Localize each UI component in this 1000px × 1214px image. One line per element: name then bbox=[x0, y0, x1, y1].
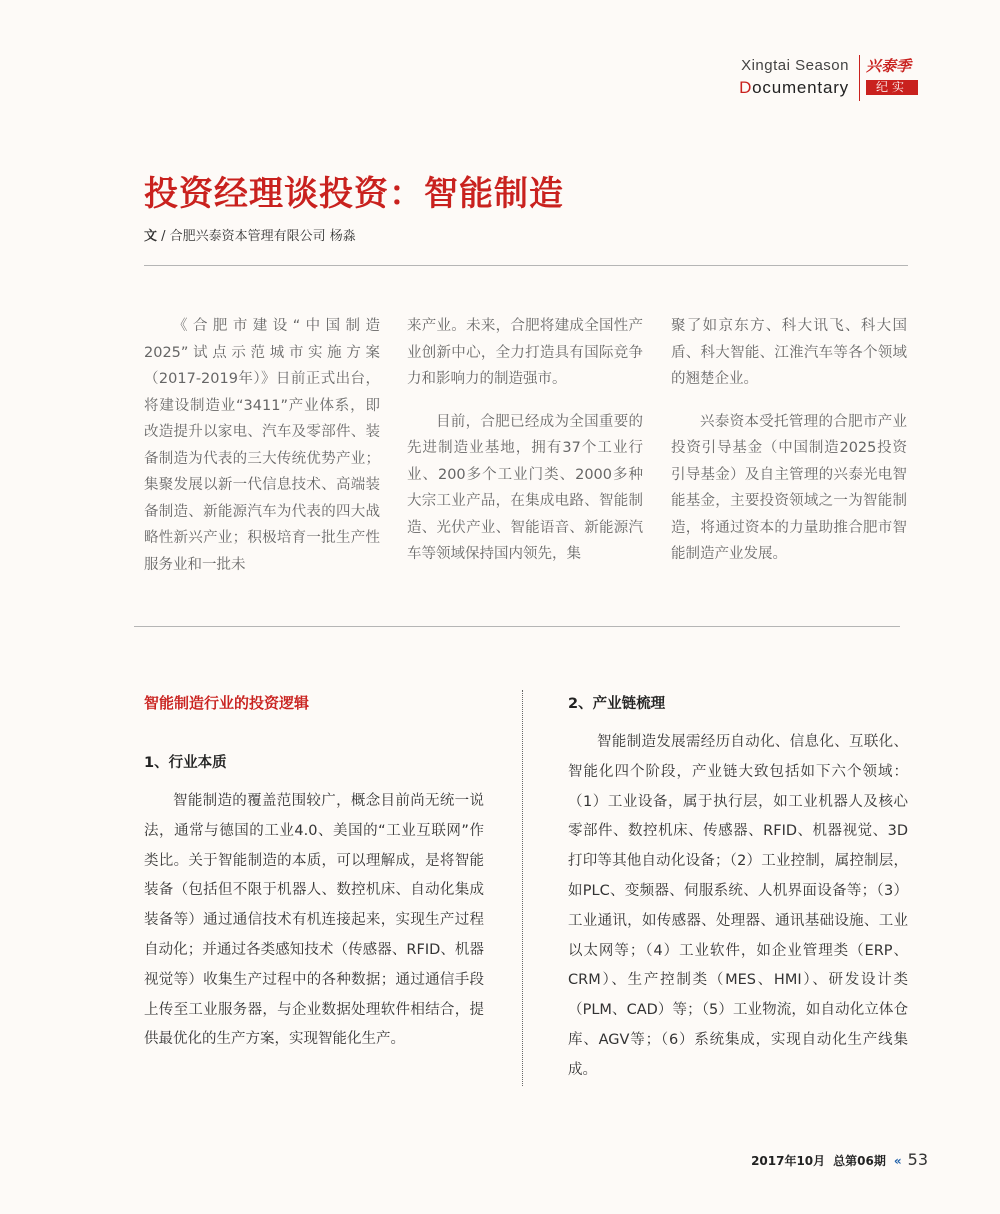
section-heading: 智能制造行业的投资逻辑 bbox=[144, 694, 310, 712]
footer-issue: 总第06期 bbox=[833, 1154, 886, 1168]
intro-paragraph: 目前，合肥已经成为全国重要的先进制造业基地，拥有37个工业行业、200多个工业门类、2000多种大宗工业产品，在集成电路、智能制造、光伏产业、智能语音、新能源汽车等领域保持国内领先，集 bbox=[407, 413, 643, 562]
footer-date: 2017年10月 bbox=[751, 1154, 826, 1168]
header-brand bbox=[739, 55, 918, 101]
intro-column-2 bbox=[407, 313, 643, 568]
brand-doc-initial: D bbox=[739, 78, 753, 97]
brand-cn-section: 纪实 bbox=[866, 80, 918, 95]
article-title: 投资经理谈投资：智能制造 bbox=[144, 174, 564, 214]
page-number: 53 bbox=[907, 1150, 928, 1169]
intro-paragraph: 来产业。未来，合肥将建成全国性产业创新中心，全力打造具有国际竞争力和影响力的制造强市。 bbox=[407, 318, 643, 387]
byline-prefix: 文 bbox=[144, 229, 158, 244]
byline bbox=[144, 225, 356, 244]
double-chevron-left-icon: « bbox=[893, 1154, 902, 1168]
brand-chinese bbox=[860, 55, 918, 95]
byline-author: / 合肥兴泰资本管理有限公司 杨淼 bbox=[157, 229, 356, 244]
subheading-industry-nature: 1、行业本质 bbox=[144, 755, 227, 771]
body-paragraph: 智能制造的覆盖范围较广，概念目前尚无统一说法，通常与德国的工业4.0、美国的“工业互联网”作类比。关于智能制造的本质，可以理解成，是将智能装备（包括但不限于机器人、数控机床、自动化集成装备等）通过通信技术有机连接起来，实现生产过程自动化；并通过各类感知技术（传感器、RFID、机器视觉等）收集生产过程中的各种数据；通过通信手段上传至工业服务器，与企业数据处理软件相结合，提供最优化的生产方案，实现智能化生产。 bbox=[144, 793, 484, 1048]
divider-middle bbox=[134, 626, 900, 627]
brand-cn-logo: 兴泰季 bbox=[865, 57, 911, 75]
subheading-industry-chain: 2、产业链梳理 bbox=[568, 696, 666, 712]
body-column-right bbox=[568, 728, 908, 1086]
brand-text bbox=[739, 55, 860, 101]
body-paragraph: 智能制造发展需经历自动化、信息化、互联化、智能化四个阶段，产业链大致包括如下六个领域：（1）工业设备，属于执行层，如工业机器人及核心零部件、数控机床、传感器、RFID、机器视觉、3D打印等其他自动化设备；（2）工业控制，属控制层，如PLC、变频器、伺服系统、人机界面设备等；（3）工业通讯，如传感器、处理器、通讯基础设施、工业以太网等；（4）工业软件，如企业管理类（ERP、CRM）、生产控制类（MES、HMI）、研发设计类（PLM、CAD）等；（5）工业物流，如自动化立体仓库、AGV等；（6）系统集成，实现自动化生产线集成。 bbox=[568, 734, 908, 1078]
intro-column-3 bbox=[671, 313, 907, 568]
intro-paragraph: 《合肥市建设“中国制造2025”试点示范城市实施方案（2017-2019年）》日前正式出台，将建设制造业“3411”产业体系，即改造提升以家电、汽车及零部件、装备制造为代表的三大传统优势产业；集聚发展以新一代信息技术、高端装备制造、新能源汽车为代表的四大战略性新兴产业；积极培育一批生产性服务业和一批未 bbox=[144, 318, 380, 573]
brand-english: Xingtai Season bbox=[741, 57, 849, 74]
intro-paragraph: 兴泰资本受托管理的合肥市产业投资引导基金（中国制造2025投资引导基金）及自主管理的兴泰光电智能基金，主要投资领域之一为智能制造，将通过资本的力量助推合肥市智能制造产业发展。 bbox=[671, 413, 907, 562]
intro-column-1 bbox=[144, 313, 380, 578]
brand-documentary bbox=[739, 77, 849, 99]
column-separator bbox=[522, 690, 523, 1086]
page-footer bbox=[751, 1150, 928, 1169]
divider-top bbox=[144, 265, 908, 266]
intro-paragraph: 聚了如京东方、科大讯飞、科大国盾、科大智能、江淮汽车等各个领域的翘楚企业。 bbox=[671, 318, 907, 387]
body-column-left bbox=[144, 787, 484, 1055]
brand-doc-rest: ocumentary bbox=[752, 78, 849, 97]
